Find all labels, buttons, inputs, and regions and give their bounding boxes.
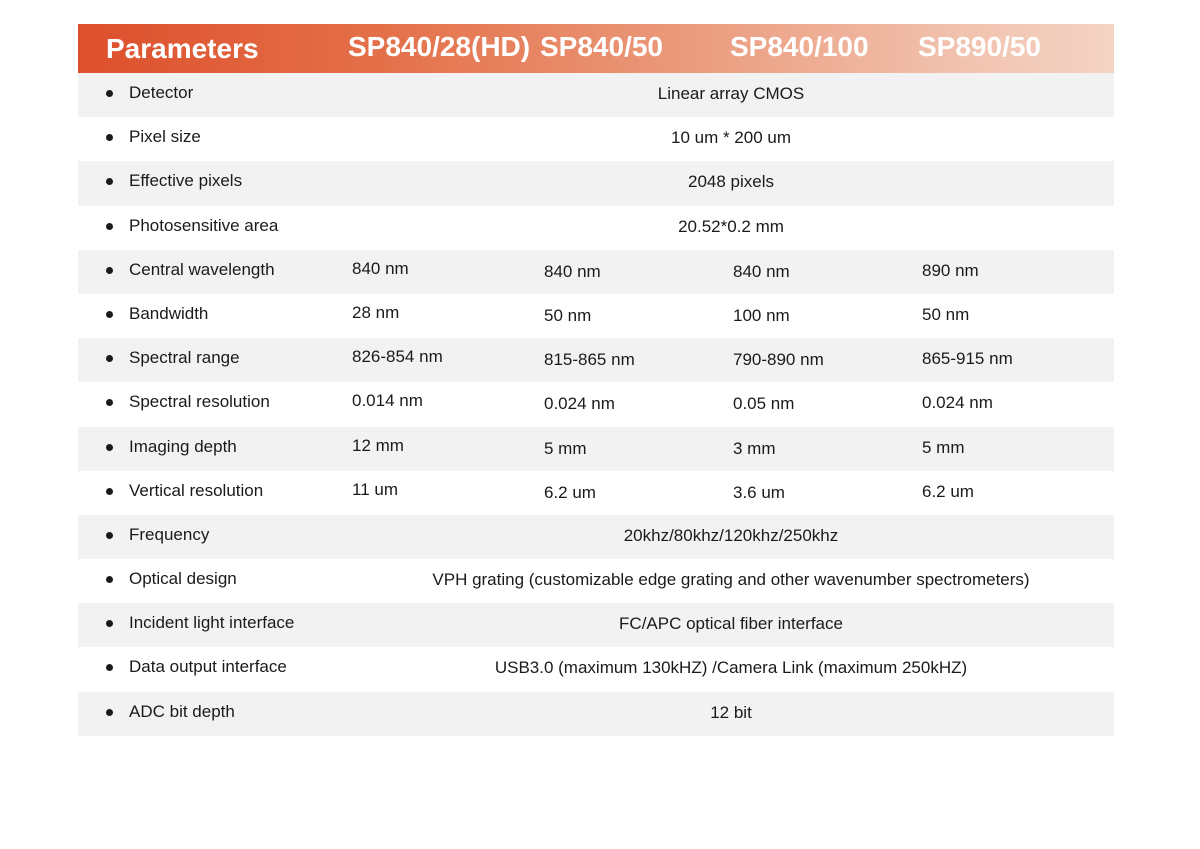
bullet-icon: [106, 178, 113, 185]
row-value-model-3: 0.05 nm: [733, 394, 795, 414]
row-value-all-models: 20.52*0.2 mm: [678, 216, 784, 236]
row-label: Frequency: [129, 524, 210, 544]
row-value-all-models: 12 bit: [710, 702, 752, 722]
row-value-model-2: 50 nm: [544, 305, 592, 325]
row-value-all-models: FC/APC optical fiber interface: [619, 614, 843, 634]
row-label: Bandwidth: [129, 303, 209, 323]
row-value-model-3: 100 nm: [733, 305, 790, 325]
row-value-model-4: 50 nm: [922, 304, 970, 324]
row-value-model-2: 815-865 nm: [544, 350, 635, 370]
bullet-icon: [106, 709, 113, 716]
table-row: [78, 647, 1114, 691]
bullet-icon: [106, 223, 113, 230]
table-row: [78, 559, 1114, 603]
row-value-model-2: 840 nm: [544, 261, 601, 281]
bullet-icon: [106, 311, 113, 318]
row-value-model-1: 28 nm: [352, 302, 400, 322]
row-label: Pixel size: [129, 127, 201, 147]
table-row: [78, 338, 1114, 382]
row-value-model-4: 865-915 nm: [922, 349, 1013, 369]
bullet-icon: [106, 90, 113, 97]
bullet-icon: [106, 620, 113, 627]
row-label: Vertical resolution: [129, 480, 264, 500]
table-row: [78, 206, 1114, 250]
header-model-sp890-50: SP890/50: [918, 31, 1041, 62]
row-label: Data output interface: [129, 657, 287, 677]
table-row: [78, 250, 1114, 294]
table-body: [78, 73, 1114, 736]
bullet-icon: [106, 664, 113, 671]
bullet-icon: [106, 355, 113, 362]
row-value-all-models: VPH grating (customizable edge grating and other wavenumber spectrometers): [432, 570, 1030, 590]
row-label: Imaging depth: [129, 436, 237, 456]
row-value-model-3: 3 mm: [733, 438, 776, 458]
header-model-sp840-100: SP840/100: [730, 31, 869, 62]
table-row: [78, 427, 1114, 471]
row-value-model-3: 790-890 nm: [733, 350, 824, 370]
table-header: [78, 24, 1114, 73]
row-value-model-1: 840 nm: [352, 258, 409, 278]
row-value-model-4: 0.024 nm: [922, 393, 993, 413]
row-value-model-1: 0.014 nm: [352, 391, 423, 411]
row-label: Incident light interface: [129, 613, 295, 633]
bullet-icon: [106, 267, 113, 274]
row-value-model-4: 890 nm: [922, 260, 979, 280]
row-label: Spectral range: [129, 348, 240, 368]
row-value-model-2: 6.2 um: [544, 482, 596, 502]
table-row: [78, 294, 1114, 338]
row-label: Photosensitive area: [129, 215, 279, 235]
header-parameters: Parameters: [106, 33, 259, 64]
row-value-model-3: 840 nm: [733, 261, 790, 281]
row-label: Optical design: [129, 569, 237, 589]
table-row: [78, 117, 1114, 161]
row-value-model-3: 3.6 um: [733, 482, 785, 502]
table-row: [78, 471, 1114, 515]
row-value-model-2: 5 mm: [544, 438, 587, 458]
row-value-all-models: 10 um * 200 um: [670, 128, 791, 148]
table-row: [78, 73, 1114, 117]
row-value-model-1: 826-854 nm: [352, 347, 443, 367]
row-value-all-models: 2048 pixels: [687, 172, 774, 192]
row-label: Spectral resolution: [129, 392, 270, 412]
row-label: Effective pixels: [129, 171, 243, 191]
parameters-table: [78, 24, 1114, 736]
table-row: [78, 382, 1114, 426]
row-label: Central wavelength: [129, 259, 275, 279]
row-value-model-1: 12 mm: [352, 435, 404, 455]
row-value-all-models: Linear array CMOS: [657, 84, 805, 103]
row-value-model-2: 0.024 nm: [544, 394, 615, 414]
row-value-model-4: 6.2 um: [922, 481, 974, 501]
table-row: [78, 161, 1114, 205]
table-row: [78, 603, 1114, 647]
row-value-all-models: USB3.0 (maximum 130kHZ) /Camera Link (maximum 250kHZ): [494, 658, 968, 678]
row-value-model-1: 11 um: [352, 479, 398, 499]
table-row: [78, 692, 1114, 736]
header-model-sp840-28hd: SP840/28(HD): [348, 31, 531, 62]
header-model-sp840-50: SP840/50: [540, 31, 663, 62]
row-value-model-4: 5 mm: [922, 437, 965, 457]
bullet-icon: [106, 134, 113, 141]
row-label: ADC bit depth: [129, 701, 235, 721]
row-value-all-models: 20khz/80khz/120khz/250khz: [623, 525, 839, 545]
bullet-icon: [106, 532, 113, 539]
bullet-icon: [106, 576, 113, 583]
bullet-icon: [106, 488, 113, 495]
table-row: [78, 515, 1114, 559]
row-label: Detector: [129, 83, 194, 102]
bullet-icon: [106, 444, 113, 451]
bullet-icon: [106, 399, 113, 406]
